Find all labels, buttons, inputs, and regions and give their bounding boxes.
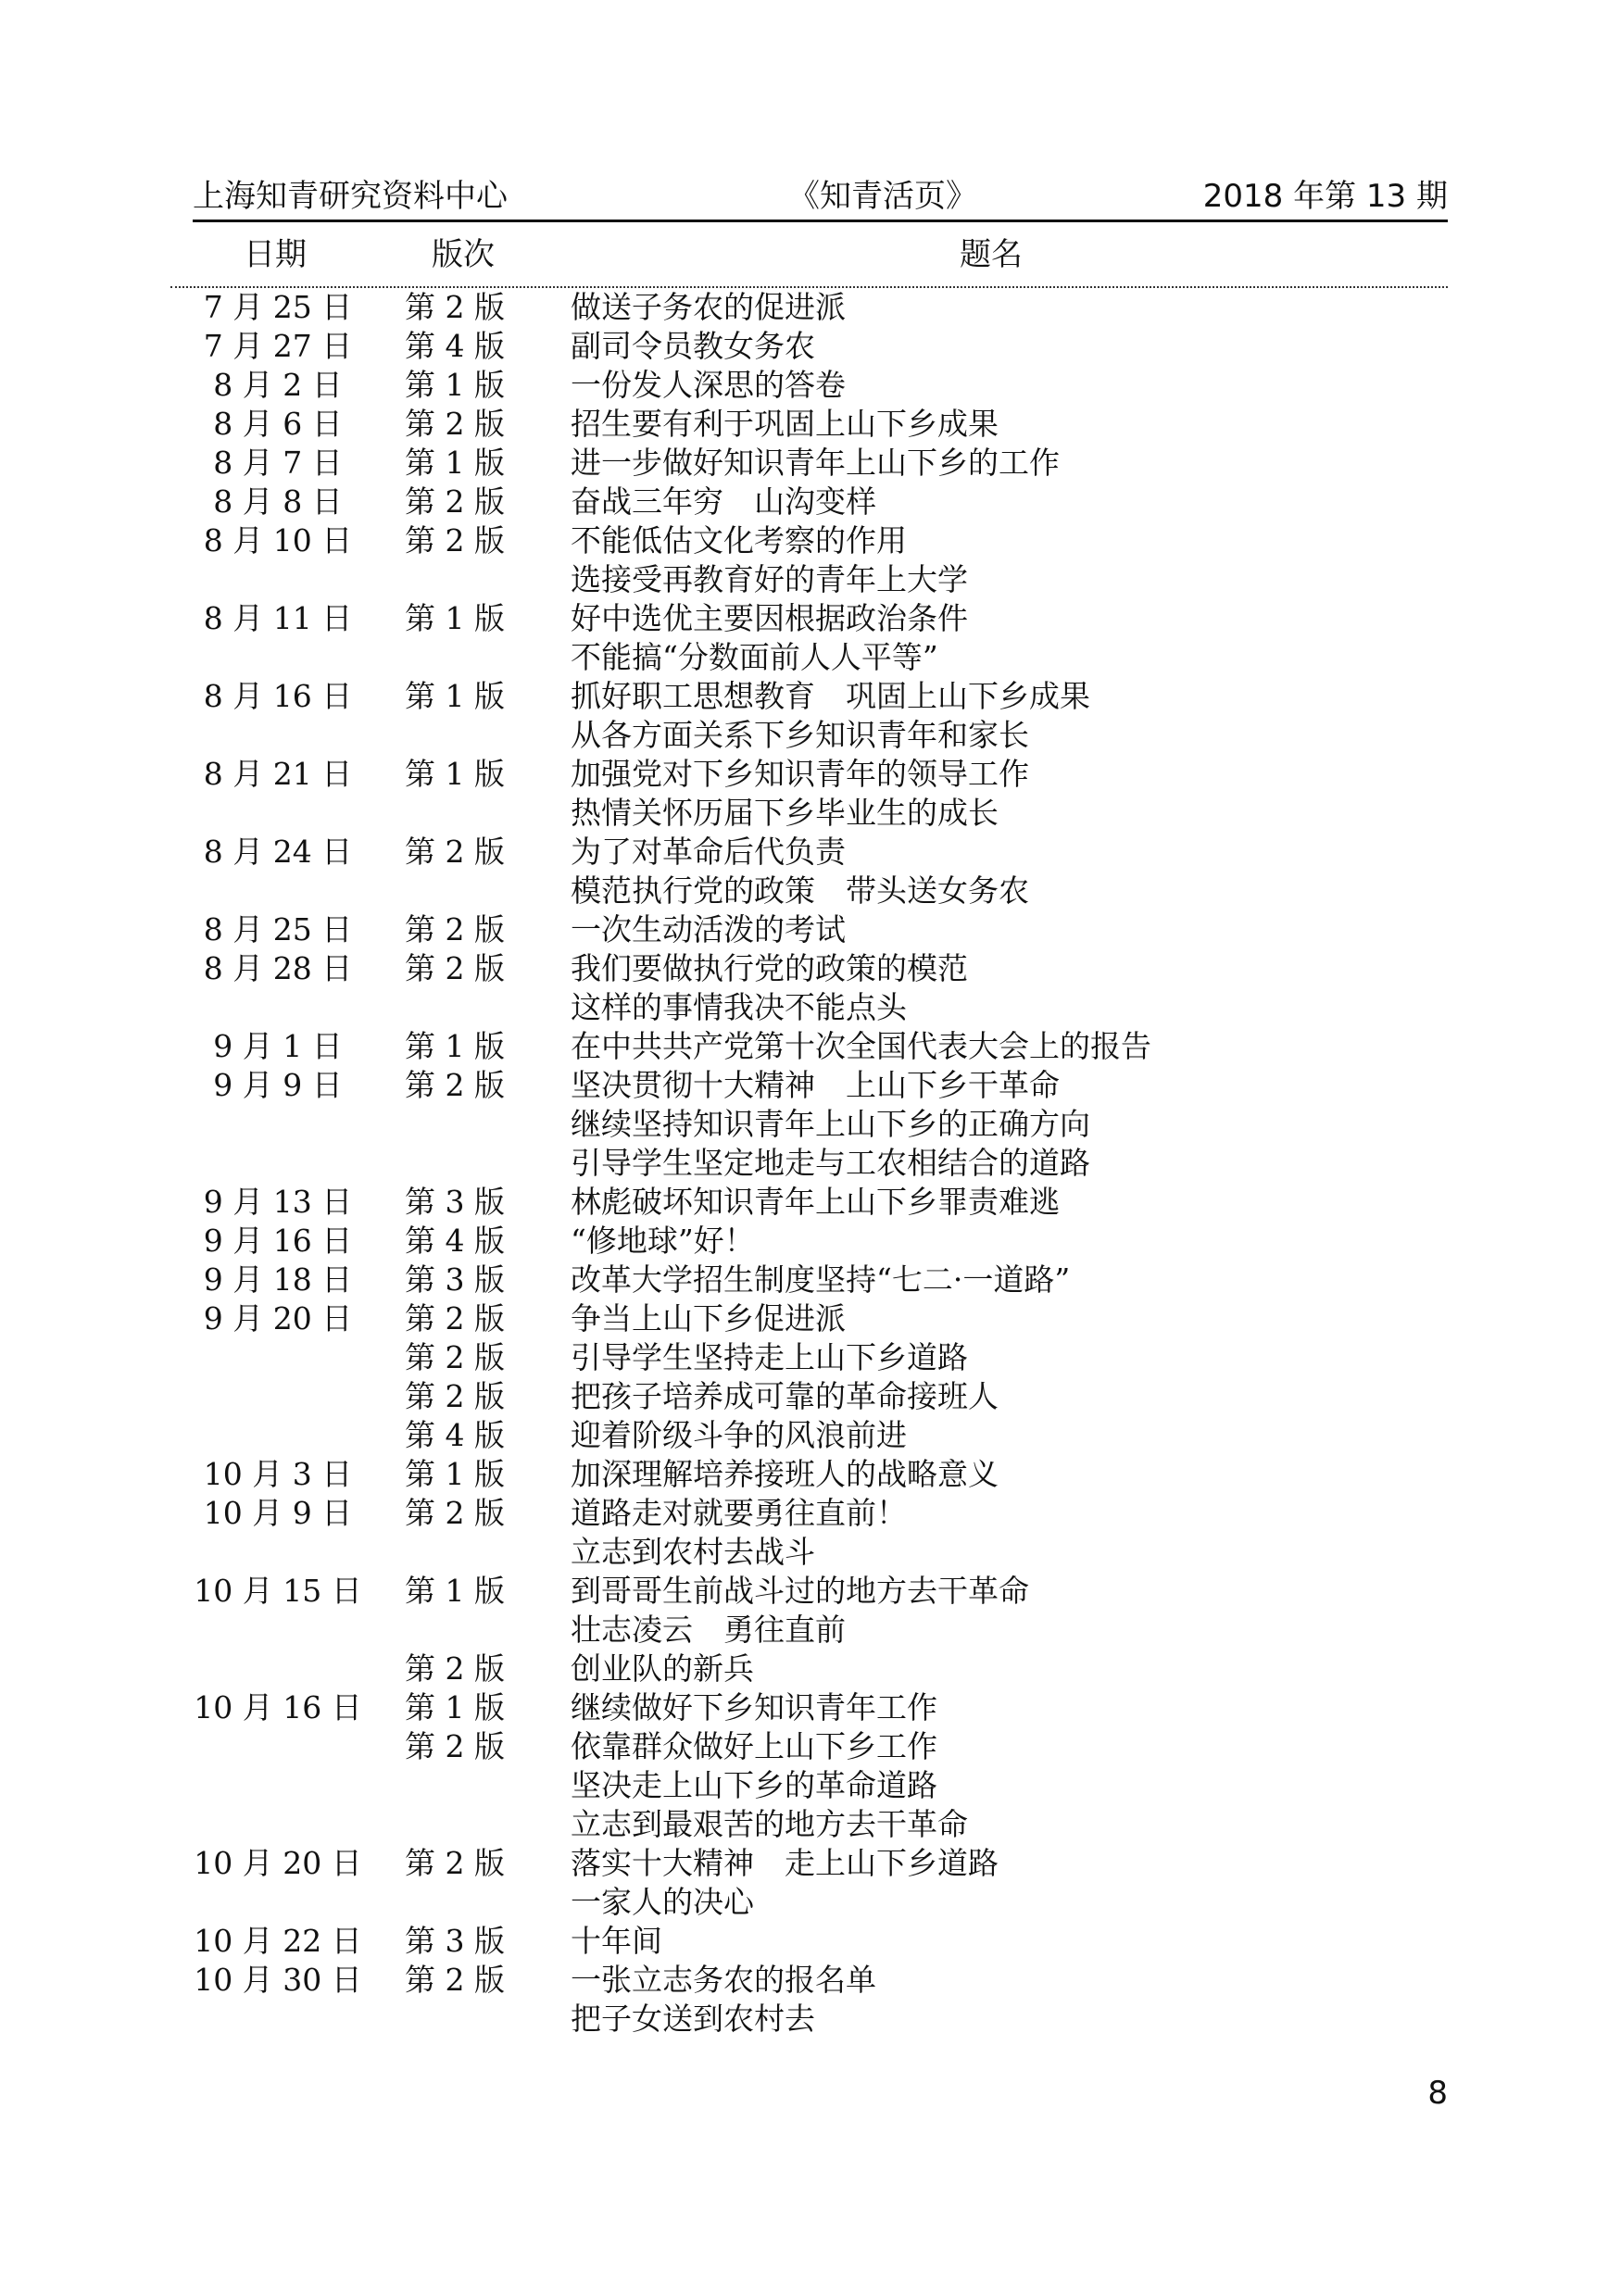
row-date: 8 月 24 日 <box>203 834 353 870</box>
row-title: 做送子务农的促进派 <box>571 289 846 325</box>
row-title: 模范执行党的政策 带头送女务农 <box>571 872 1029 909</box>
row-edition: 第 4 版 <box>405 1223 505 1259</box>
page-number: 8 <box>1427 2075 1448 2112</box>
row-edition: 第 2 版 <box>405 289 505 325</box>
row-title: 道路走对就要勇往直前！ <box>571 1495 907 1531</box>
table-row <box>0 366 1621 405</box>
row-date: 10 月 20 日 <box>194 1845 362 1881</box>
table-row <box>0 327 1621 366</box>
row-edition: 第 2 版 <box>405 1962 505 1998</box>
row-title: 选接受再教育好的青年上大学 <box>571 561 968 597</box>
index-table <box>0 288 1621 2039</box>
row-title: 坚决贯彻十大精神 上山下乡干革命 <box>571 1067 1060 1103</box>
row-edition: 第 1 版 <box>405 1689 505 1725</box>
row-title: 迎着阶级斗争的风浪前进 <box>571 1417 907 1453</box>
row-date: 8 月 25 日 <box>203 911 353 947</box>
row-edition: 第 2 版 <box>405 483 505 520</box>
table-row <box>0 677 1621 716</box>
row-edition: 第 2 版 <box>405 1495 505 1531</box>
row-title: 为了对革命后代负责 <box>571 834 846 870</box>
row-title: 继续做好下乡知识青年工作 <box>571 1689 937 1725</box>
row-title: 创业队的新兵 <box>571 1650 754 1687</box>
row-date: 9 月 16 日 <box>203 1223 353 1259</box>
row-edition: 第 2 版 <box>405 950 505 986</box>
row-title: 不能低估文化考察的作用 <box>571 522 907 558</box>
table-row <box>0 1572 1621 1611</box>
row-edition: 第 2 版 <box>405 834 505 870</box>
row-date: 8 月 2 日 <box>213 367 343 403</box>
row-title: 热情关怀历届下乡毕业生的成长 <box>571 795 999 831</box>
table-row <box>0 949 1621 988</box>
table-row <box>0 483 1621 521</box>
table-row <box>0 1027 1621 1066</box>
table-row <box>0 794 1621 833</box>
row-date: 10 月 3 日 <box>203 1456 353 1492</box>
table-row <box>0 1611 1621 1650</box>
table-row <box>0 1688 1621 1727</box>
row-date: 9 月 18 日 <box>203 1261 353 1298</box>
row-title: 继续坚持知识青年上山下乡的正确方向 <box>571 1106 1090 1142</box>
row-title: 招生要有利于巩固上山下乡成果 <box>571 406 999 442</box>
table-row <box>0 1494 1621 1533</box>
row-title: 壮志凌云 勇往直前 <box>571 1612 846 1648</box>
row-title: 一张立志务农的报名单 <box>571 1962 876 1998</box>
row-title: 林彪破坏知识青年上山下乡罪责难逃 <box>571 1184 1060 1220</box>
row-edition: 第 1 版 <box>405 678 505 714</box>
row-title: 立志到最艰苦的地方去干革命 <box>571 1806 968 1842</box>
table-row <box>0 872 1621 910</box>
row-date: 8 月 10 日 <box>203 522 353 558</box>
table-row <box>0 638 1621 677</box>
row-title: 好中选优主要因根据政治条件 <box>571 600 968 636</box>
row-date: 10 月 16 日 <box>194 1689 362 1725</box>
row-edition: 第 2 版 <box>405 911 505 947</box>
row-title: 十年间 <box>571 1923 662 1959</box>
row-date: 7 月 27 日 <box>203 328 353 364</box>
row-date: 8 月 16 日 <box>203 678 353 714</box>
row-edition: 第 2 版 <box>405 522 505 558</box>
table-row <box>0 755 1621 794</box>
table-row <box>0 1727 1621 1766</box>
row-edition: 第 3 版 <box>405 1923 505 1959</box>
row-edition: 第 2 版 <box>405 1067 505 1103</box>
table-row <box>0 910 1621 949</box>
column-header-edition: 版次 <box>432 236 495 273</box>
row-title: 我们要做执行党的政策的模范 <box>571 950 968 986</box>
row-date: 10 月 30 日 <box>194 1962 362 1998</box>
row-edition: 第 1 版 <box>405 1028 505 1064</box>
table-row <box>0 1883 1621 1922</box>
row-date: 8 月 21 日 <box>203 756 353 792</box>
row-edition: 第 1 版 <box>405 1456 505 1492</box>
row-title: 抓好职工思想教育 巩固上山下乡成果 <box>571 678 1090 714</box>
row-title: 改革大学招生制度坚持“七二·一道路” <box>571 1261 1071 1298</box>
row-title: 到哥哥生前战斗过的地方去干革命 <box>571 1573 1029 1609</box>
row-edition: 第 3 版 <box>405 1261 505 1298</box>
row-title: 加强党对下乡知识青年的领导工作 <box>571 756 1029 792</box>
table-row <box>0 521 1621 560</box>
row-title: 这样的事情我决不能点头 <box>571 989 907 1025</box>
row-title: 争当上山下乡促进派 <box>571 1300 846 1336</box>
row-edition: 第 2 版 <box>405 1300 505 1336</box>
row-date: 9 月 13 日 <box>203 1184 353 1220</box>
table-row <box>0 2000 1621 2039</box>
row-edition: 第 2 版 <box>405 406 505 442</box>
row-title: 从各方面关系下乡知识青年和家长 <box>571 717 1029 753</box>
table-row <box>0 988 1621 1027</box>
column-header-title: 题名 <box>960 236 1023 273</box>
header-issue: 2018 年第 13 期 <box>1202 178 1448 215</box>
row-title: 引导学生坚持走上山下乡道路 <box>571 1339 968 1375</box>
table-row <box>0 1144 1621 1183</box>
row-title: 引导学生坚定地走与工农相结合的道路 <box>571 1145 1090 1181</box>
table-row <box>0 1222 1621 1261</box>
row-edition: 第 4 版 <box>405 1417 505 1453</box>
row-date: 10 月 22 日 <box>194 1923 362 1959</box>
table-row <box>0 405 1621 444</box>
table-row <box>0 1650 1621 1688</box>
row-title: 一家人的决心 <box>571 1884 754 1920</box>
row-title: 一份发人深思的答卷 <box>571 367 846 403</box>
row-edition: 第 2 版 <box>405 1650 505 1687</box>
row-date: 8 月 6 日 <box>213 406 343 442</box>
row-edition: 第 2 版 <box>405 1378 505 1414</box>
table-row <box>0 1805 1621 1844</box>
row-date: 8 月 28 日 <box>203 950 353 986</box>
table-row <box>0 444 1621 483</box>
table-row <box>0 833 1621 872</box>
table-row <box>0 1961 1621 2000</box>
table-row <box>0 1533 1621 1572</box>
page-header <box>193 163 1448 215</box>
column-header-date: 日期 <box>244 236 307 273</box>
row-title: 坚决走上山下乡的革命道路 <box>571 1767 937 1803</box>
row-date: 8 月 8 日 <box>213 483 343 520</box>
row-edition: 第 1 版 <box>405 445 505 481</box>
row-date: 10 月 15 日 <box>194 1573 362 1609</box>
table-row <box>0 1455 1621 1494</box>
row-title: “修地球”好！ <box>571 1223 755 1259</box>
table-row <box>0 716 1621 755</box>
row-title: 落实十大精神 走上山下乡道路 <box>571 1845 999 1881</box>
table-row <box>0 1261 1621 1299</box>
row-title: 副司令员教女务农 <box>571 328 815 364</box>
row-edition: 第 1 版 <box>405 600 505 636</box>
row-title: 把孩子培养成可靠的革命接班人 <box>571 1378 999 1414</box>
row-title: 把子女送到农村去 <box>571 2001 815 2037</box>
row-title: 立志到农村去战斗 <box>571 1534 815 1570</box>
row-title: 不能搞“分数面前人人平等” <box>571 639 938 675</box>
row-title: 奋战三年穷 山沟变样 <box>571 483 876 520</box>
table-row <box>0 1183 1621 1222</box>
row-title: 进一步做好知识青年上山下乡的工作 <box>571 445 1060 481</box>
table-row <box>0 1066 1621 1105</box>
table-row <box>0 1844 1621 1883</box>
row-date: 9 月 9 日 <box>213 1067 343 1103</box>
header-rule <box>193 220 1448 222</box>
row-edition: 第 2 版 <box>405 1339 505 1375</box>
row-title: 在中共共产党第十次全国代表大会上的报告 <box>571 1028 1151 1064</box>
table-row <box>0 560 1621 599</box>
table-row <box>0 1105 1621 1144</box>
row-title: 依靠群众做好上山下乡工作 <box>571 1728 937 1764</box>
row-edition: 第 3 版 <box>405 1184 505 1220</box>
row-date: 7 月 25 日 <box>203 289 353 325</box>
table-row <box>0 1416 1621 1455</box>
row-edition: 第 1 版 <box>405 367 505 403</box>
table-row <box>0 599 1621 638</box>
row-edition: 第 4 版 <box>405 328 505 364</box>
table-row <box>0 288 1621 327</box>
table-row <box>0 1338 1621 1377</box>
header-publication-title: 《知青活页》 <box>788 178 977 215</box>
header-organization: 上海知青研究资料中心 <box>193 178 508 215</box>
row-date: 9 月 1 日 <box>213 1028 343 1064</box>
row-edition: 第 1 版 <box>405 1573 505 1609</box>
table-row <box>0 1922 1621 1961</box>
table-row <box>0 1299 1621 1338</box>
row-date: 8 月 7 日 <box>213 445 343 481</box>
row-date: 8 月 11 日 <box>203 600 353 636</box>
row-edition: 第 2 版 <box>405 1845 505 1881</box>
row-title: 一次生动活泼的考试 <box>571 911 846 947</box>
row-edition: 第 1 版 <box>405 756 505 792</box>
row-date: 9 月 20 日 <box>203 1300 353 1336</box>
table-row <box>0 1377 1621 1416</box>
table-row <box>0 1766 1621 1805</box>
row-title: 加深理解培养接班人的战略意义 <box>571 1456 999 1492</box>
row-edition: 第 2 版 <box>405 1728 505 1764</box>
row-date: 10 月 9 日 <box>203 1495 353 1531</box>
